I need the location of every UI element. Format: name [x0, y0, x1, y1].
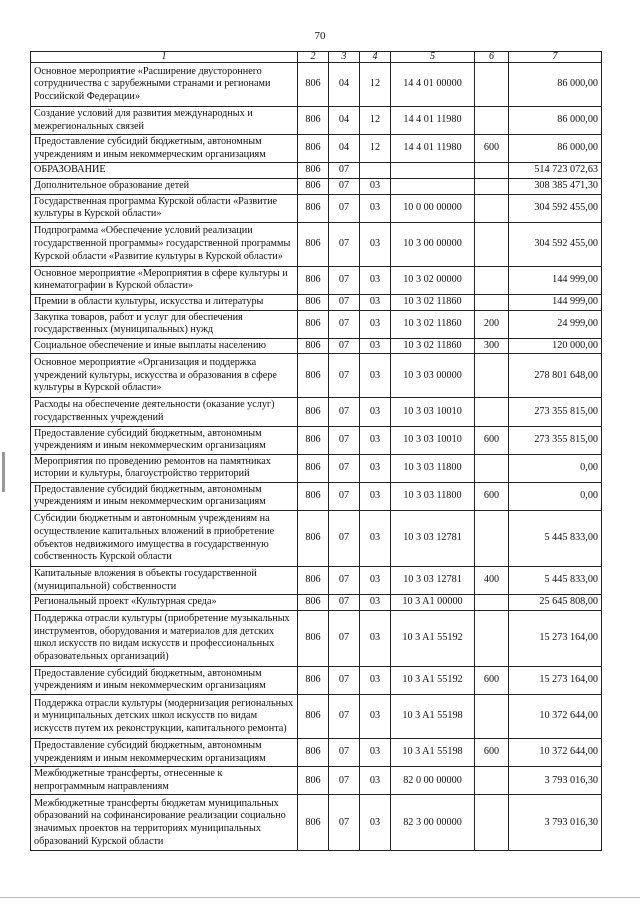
col-header-section: 3	[329, 52, 360, 63]
cell-amount: 24 999,00	[509, 310, 602, 338]
cell-name: Дополнительное образование детей	[31, 178, 298, 194]
cell-amount: 25 645 808,00	[509, 595, 602, 611]
cell-name: Капитальные вложения в объекты государственной (муниципальной) собственности	[31, 567, 298, 595]
cell-name: Основное мероприятие «Организация и поддержка учреждений культуры, искусства и образования в сфере культуры в Курской области»	[31, 354, 298, 398]
table-row	[31, 567, 602, 595]
cell-subsection: 03	[360, 454, 391, 482]
cell-name: Закупка товаров, работ и услуг для обеспечения государственных (муниципальных) нужд	[31, 310, 298, 338]
cell-grbs: 806	[298, 266, 329, 294]
cell-amount: 5 445 833,00	[509, 567, 602, 595]
cell-expense-type: 600	[475, 739, 509, 767]
cell-expense-type	[475, 595, 509, 611]
cell-section: 07	[329, 695, 360, 739]
cell-section: 07	[329, 178, 360, 194]
cell-section: 07	[329, 767, 360, 795]
cell-expense-type	[475, 63, 509, 107]
col-header-amount: 7	[509, 52, 602, 63]
cell-grbs: 806	[298, 695, 329, 739]
table-row	[31, 595, 602, 611]
cell-target-article: 10 3 03 00000	[391, 354, 475, 398]
cell-amount: 514 723 072,63	[509, 163, 602, 179]
cell-expense-type	[475, 222, 509, 266]
cell-name: Поддержка отрасли культуры (приобретение музыкальных инструментов, оборудования и материалов для детских школ искусств по видам искусств и профессиональных образовательных организаций)	[31, 610, 298, 666]
cell-target-article: 10 3 03 11800	[391, 482, 475, 510]
col-header-expense-type: 6	[475, 52, 509, 63]
cell-name: Подпрограмма «Обеспечение условий реализации государственной программы» государственной программы Курской области «Развитие культуры в Курской области»	[31, 222, 298, 266]
cell-subsection: 03	[360, 666, 391, 694]
cell-name: Предоставление субсидий бюджетным, автономным учреждениям и иным некоммерческим организациям	[31, 426, 298, 454]
cell-subsection: 03	[360, 178, 391, 194]
cell-section: 07	[329, 426, 360, 454]
cell-subsection: 12	[360, 63, 391, 107]
cell-expense-type	[475, 354, 509, 398]
cell-subsection: 12	[360, 135, 391, 163]
cell-expense-type	[475, 398, 509, 426]
cell-target-article	[391, 178, 475, 194]
cell-name: Межбюджетные трансферты, отнесенные к непрограммным направлениям	[31, 767, 298, 795]
cell-section: 04	[329, 63, 360, 107]
cell-target-article: 82 3 00 00000	[391, 795, 475, 851]
cell-amount: 308 385 471,30	[509, 178, 602, 194]
cell-amount: 10 372 644,00	[509, 739, 602, 767]
table-row	[31, 294, 602, 310]
cell-amount: 273 355 815,00	[509, 426, 602, 454]
cell-target-article: 10 3 00 00000	[391, 222, 475, 266]
col-header-subsection: 4	[360, 52, 391, 63]
cell-expense-type	[475, 107, 509, 135]
cell-grbs: 806	[298, 163, 329, 179]
cell-section: 07	[329, 398, 360, 426]
cell-section: 07	[329, 511, 360, 567]
scan-edge-mark	[2, 452, 5, 492]
cell-section: 04	[329, 135, 360, 163]
cell-target-article: 14 4 01 11980	[391, 135, 475, 163]
cell-subsection: 03	[360, 567, 391, 595]
cell-amount: 144 999,00	[509, 266, 602, 294]
cell-subsection: 03	[360, 310, 391, 338]
cell-target-article: 14 4 01 00000	[391, 63, 475, 107]
cell-amount: 304 592 455,00	[509, 194, 602, 222]
cell-amount: 86 000,00	[509, 63, 602, 107]
cell-subsection: 03	[360, 739, 391, 767]
cell-name: Основное мероприятие «Мероприятия в сфере культуры и кинематографии в Курской области»	[31, 266, 298, 294]
cell-target-article: 10 0 00 00000	[391, 194, 475, 222]
cell-expense-type: 200	[475, 310, 509, 338]
cell-subsection: 03	[360, 482, 391, 510]
cell-grbs: 806	[298, 595, 329, 611]
cell-target-article: 10 3 A1 55198	[391, 739, 475, 767]
table-row	[31, 222, 602, 266]
cell-target-article: 10 3 03 10010	[391, 426, 475, 454]
cell-name: Создание условий для развития международных и межрегиональных связей	[31, 107, 298, 135]
cell-subsection: 03	[360, 511, 391, 567]
cell-grbs: 806	[298, 739, 329, 767]
table-row	[31, 739, 602, 767]
cell-expense-type	[475, 610, 509, 666]
cell-grbs: 806	[298, 338, 329, 354]
cell-amount: 3 793 016,30	[509, 767, 602, 795]
cell-subsection: 03	[360, 426, 391, 454]
cell-expense-type	[475, 695, 509, 739]
cell-amount: 3 793 016,30	[509, 795, 602, 851]
cell-grbs: 806	[298, 310, 329, 338]
cell-name: Социальное обеспечение и иные выплаты населению	[31, 338, 298, 354]
cell-expense-type	[475, 163, 509, 179]
cell-section: 07	[329, 310, 360, 338]
cell-section: 07	[329, 266, 360, 294]
cell-amount: 15 273 164,00	[509, 666, 602, 694]
cell-subsection: 03	[360, 266, 391, 294]
cell-target-article: 82 0 00 00000	[391, 767, 475, 795]
col-header-name: 1	[31, 52, 298, 63]
table-body	[31, 63, 602, 851]
cell-expense-type	[475, 767, 509, 795]
header-row	[31, 52, 602, 63]
table-row	[31, 194, 602, 222]
cell-target-article	[391, 163, 475, 179]
cell-name: Предоставление субсидий бюджетным, автономным учреждениям и иным некоммерческим организациям	[31, 739, 298, 767]
cell-amount: 273 355 815,00	[509, 398, 602, 426]
cell-name: Поддержка отрасли культуры (модернизация региональных и муниципальных детских школ искусств по видам искусств путем их реконструкции, капитального ремонта)	[31, 695, 298, 739]
cell-grbs: 806	[298, 767, 329, 795]
table-row	[31, 63, 602, 107]
cell-target-article: 10 3 02 00000	[391, 266, 475, 294]
cell-target-article: 10 3 A1 55198	[391, 695, 475, 739]
cell-subsection	[360, 163, 391, 179]
table-row	[31, 426, 602, 454]
cell-grbs: 806	[298, 567, 329, 595]
cell-section: 07	[329, 194, 360, 222]
cell-target-article: 10 3 A1 00000	[391, 595, 475, 611]
cell-section: 07	[329, 567, 360, 595]
cell-section: 07	[329, 795, 360, 851]
cell-target-article: 10 3 03 12781	[391, 567, 475, 595]
cell-name: Предоставление субсидий бюджетным, автономным учреждениям и иным некоммерческим организациям	[31, 482, 298, 510]
cell-subsection: 03	[360, 795, 391, 851]
table-row	[31, 767, 602, 795]
cell-amount: 304 592 455,00	[509, 222, 602, 266]
cell-target-article: 10 3 02 11860	[391, 294, 475, 310]
cell-expense-type: 400	[475, 567, 509, 595]
cell-expense-type: 300	[475, 338, 509, 354]
cell-name: Расходы на обеспечение деятельности (оказание услуг) государственных учреждений	[31, 398, 298, 426]
cell-grbs: 806	[298, 135, 329, 163]
cell-name: Основное мероприятие «Расширение двустороннего сотрудничества с зарубежными странами и регионами Российской Федерации»	[31, 63, 298, 107]
cell-section: 07	[329, 739, 360, 767]
cell-section: 07	[329, 610, 360, 666]
cell-expense-type: 600	[475, 426, 509, 454]
cell-expense-type	[475, 294, 509, 310]
col-header-grbs: 2	[298, 52, 329, 63]
table-row	[31, 795, 602, 851]
table-row	[31, 354, 602, 398]
page-bottom-edge	[0, 897, 640, 898]
cell-expense-type	[475, 266, 509, 294]
cell-target-article: 10 3 02 11860	[391, 310, 475, 338]
cell-amount: 5 445 833,00	[509, 511, 602, 567]
cell-section: 04	[329, 107, 360, 135]
cell-section: 07	[329, 338, 360, 354]
cell-grbs: 806	[298, 294, 329, 310]
cell-name: Мероприятия по проведению ремонтов на памятниках истории и культуры, благоустройство территорий	[31, 454, 298, 482]
cell-amount: 10 372 644,00	[509, 695, 602, 739]
cell-subsection: 03	[360, 194, 391, 222]
cell-grbs: 806	[298, 511, 329, 567]
cell-grbs: 806	[298, 398, 329, 426]
cell-grbs: 806	[298, 610, 329, 666]
cell-amount: 0,00	[509, 454, 602, 482]
cell-subsection: 03	[360, 695, 391, 739]
cell-grbs: 806	[298, 354, 329, 398]
cell-target-article: 10 3 03 11800	[391, 454, 475, 482]
cell-subsection: 03	[360, 222, 391, 266]
cell-section: 07	[329, 595, 360, 611]
cell-grbs: 806	[298, 194, 329, 222]
cell-subsection: 03	[360, 294, 391, 310]
cell-grbs: 806	[298, 107, 329, 135]
cell-section: 07	[329, 294, 360, 310]
cell-expense-type	[475, 511, 509, 567]
cell-target-article: 10 3 03 10010	[391, 398, 475, 426]
cell-section: 07	[329, 454, 360, 482]
table-row	[31, 398, 602, 426]
cell-target-article: 14 4 01 11980	[391, 107, 475, 135]
cell-amount: 120 000,00	[509, 338, 602, 354]
table-row	[31, 511, 602, 567]
table-row	[31, 266, 602, 294]
cell-amount: 86 000,00	[509, 107, 602, 135]
cell-expense-type	[475, 178, 509, 194]
cell-grbs: 806	[298, 454, 329, 482]
cell-name: Субсидии бюджетным и автономным учреждениям на осуществление капитальных вложений в приобретение объектов недвижимого имущества в государственную собственность Курской области	[31, 511, 298, 567]
cell-grbs: 806	[298, 63, 329, 107]
cell-target-article: 10 3 A1 55192	[391, 610, 475, 666]
cell-amount: 144 999,00	[509, 294, 602, 310]
table-row	[31, 310, 602, 338]
cell-subsection: 12	[360, 107, 391, 135]
page-number: 70	[314, 30, 326, 42]
cell-grbs: 806	[298, 222, 329, 266]
cell-name: Межбюджетные трансферты бюджетам муниципальных образований на софинансирование реализации социально значимых проектов на территориях муниципальных образований Курской области	[31, 795, 298, 851]
cell-name: Премии в области культуры, искусства и литературы	[31, 294, 298, 310]
table-row	[31, 135, 602, 163]
cell-target-article: 10 3 03 12781	[391, 511, 475, 567]
cell-expense-type: 600	[475, 666, 509, 694]
cell-subsection: 03	[360, 338, 391, 354]
cell-expense-type	[475, 194, 509, 222]
cell-target-article: 10 3 02 11860	[391, 338, 475, 354]
cell-section: 07	[329, 163, 360, 179]
table-row	[31, 482, 602, 510]
table-row	[31, 107, 602, 135]
cell-section: 07	[329, 222, 360, 266]
table-row	[31, 163, 602, 179]
cell-expense-type	[475, 454, 509, 482]
col-header-target-article: 5	[391, 52, 475, 63]
cell-grbs: 806	[298, 666, 329, 694]
table-row	[31, 695, 602, 739]
cell-name: Государственная программа Курской области «Развитие культуры в Курской области»	[31, 194, 298, 222]
cell-expense-type	[475, 795, 509, 851]
cell-target-article: 10 3 A1 55192	[391, 666, 475, 694]
cell-name: ОБРАЗОВАНИЕ	[31, 163, 298, 179]
cell-amount: 0,00	[509, 482, 602, 510]
cell-name: Предоставление субсидий бюджетным, автономным учреждениям и иным некоммерческим организациям	[31, 135, 298, 163]
cell-section: 07	[329, 666, 360, 694]
cell-amount: 15 273 164,00	[509, 610, 602, 666]
cell-name: Региональный проект «Культурная среда»	[31, 595, 298, 611]
table-row	[31, 610, 602, 666]
table-row	[31, 666, 602, 694]
cell-subsection: 03	[360, 354, 391, 398]
cell-subsection: 03	[360, 398, 391, 426]
cell-expense-type: 600	[475, 482, 509, 510]
table-row	[31, 178, 602, 194]
table-row	[31, 338, 602, 354]
cell-grbs: 806	[298, 178, 329, 194]
cell-subsection: 03	[360, 767, 391, 795]
table-row	[31, 454, 602, 482]
cell-subsection: 03	[360, 595, 391, 611]
cell-amount: 278 801 648,00	[509, 354, 602, 398]
cell-section: 07	[329, 354, 360, 398]
cell-name: Предоставление субсидий бюджетным, автономным учреждениям и иным некоммерческим организациям	[31, 666, 298, 694]
cell-grbs: 806	[298, 482, 329, 510]
cell-section: 07	[329, 482, 360, 510]
budget-table	[30, 51, 602, 851]
cell-amount: 86 000,00	[509, 135, 602, 163]
cell-grbs: 806	[298, 426, 329, 454]
cell-subsection: 03	[360, 610, 391, 666]
cell-grbs: 806	[298, 795, 329, 851]
cell-expense-type: 600	[475, 135, 509, 163]
